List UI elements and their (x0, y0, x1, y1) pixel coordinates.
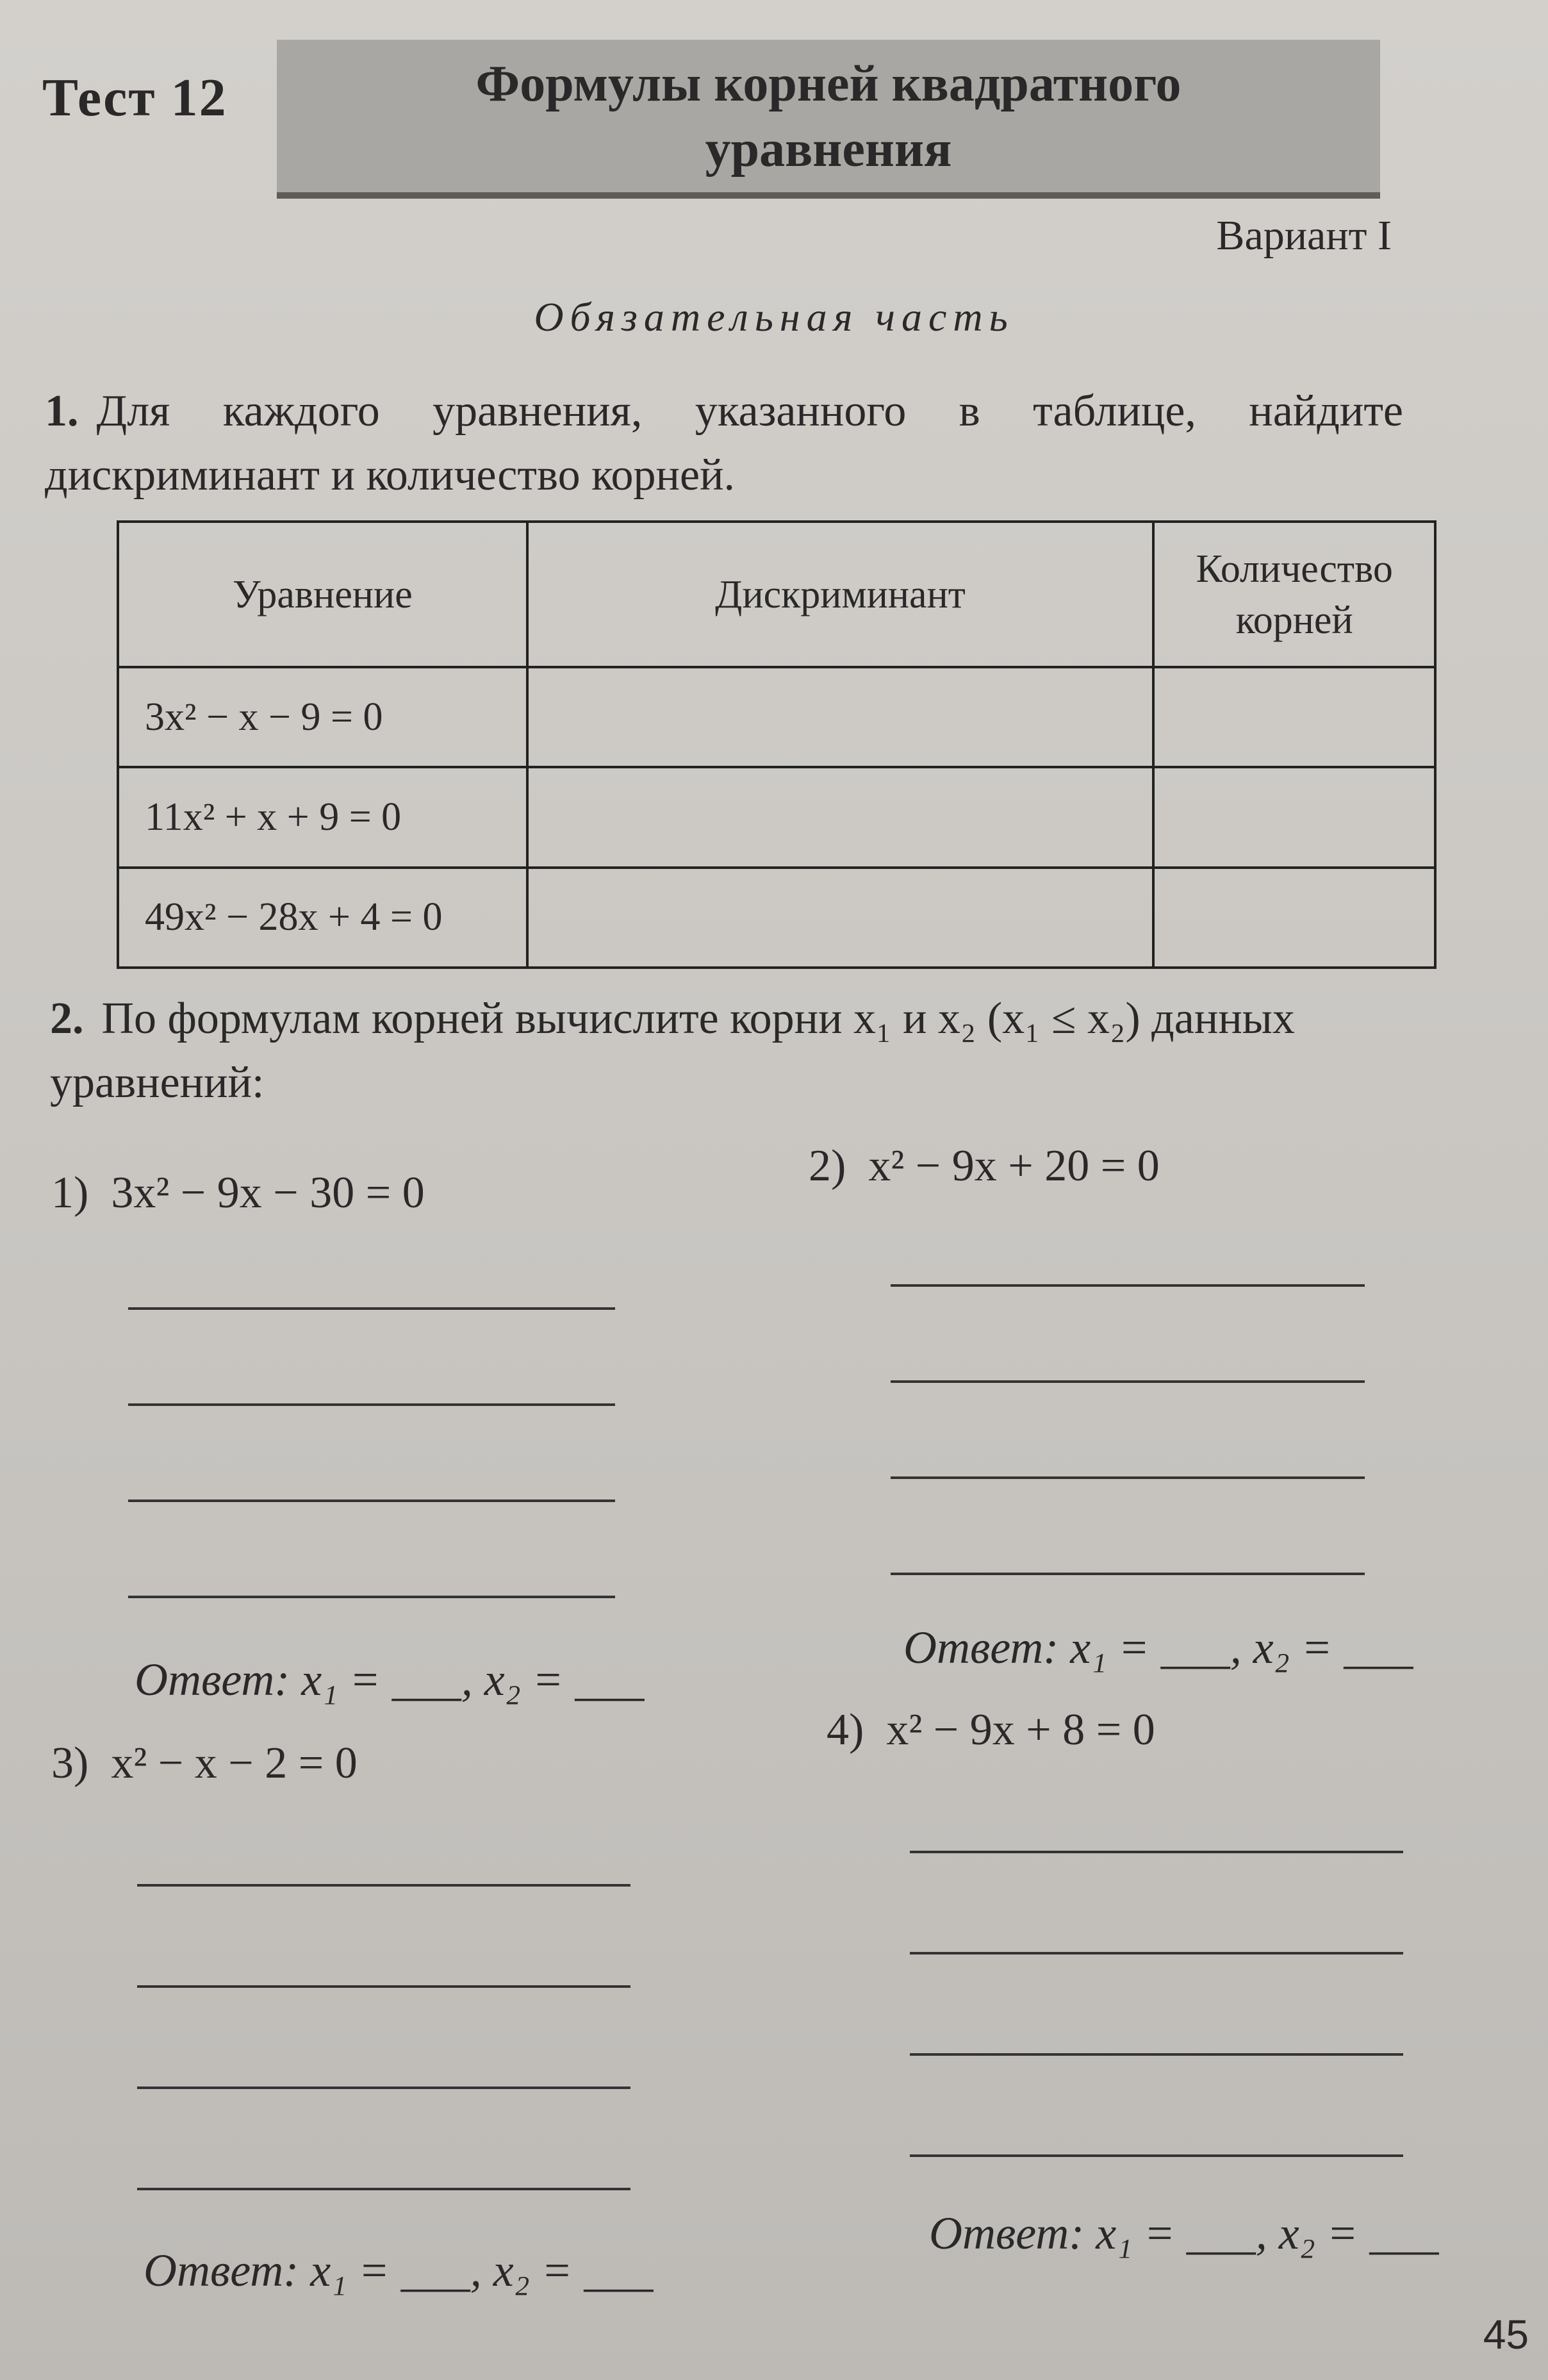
table-header-row (118, 522, 1435, 667)
problem-1-equation: 3x² − 9x − 30 = 0 (111, 1168, 425, 1218)
table-row (118, 767, 1435, 867)
answer-line[interactable] (910, 2053, 1403, 2056)
task-2-number: 2. (50, 994, 84, 1043)
task-1-text: Для каждого уравнения, указанного в таблице, найдите дискриминант и количество корней. (45, 386, 1403, 500)
answer-line[interactable] (128, 1500, 615, 1502)
table-row (118, 667, 1435, 767)
equation-cell: 11x² + x + 9 = 0 (118, 767, 527, 867)
task-1 (45, 379, 1403, 508)
title-line-2: уравнения (705, 121, 952, 178)
problem-1 (51, 1168, 425, 1219)
roots-count-cell[interactable] (1153, 767, 1435, 867)
problem-4-equation: x² − 9x + 8 = 0 (886, 1705, 1155, 1755)
answer-line[interactable] (137, 2188, 630, 2190)
discriminant-cell[interactable] (527, 767, 1154, 867)
problem-4-answer[interactable]: Ответ: x₁ = ___, x₂ = ___ (929, 2208, 1439, 2259)
answer-line[interactable] (128, 1596, 615, 1598)
equation-cell: 3x² − x − 9 = 0 (118, 667, 527, 767)
title-box (277, 40, 1380, 199)
answer-line[interactable] (910, 1851, 1403, 1853)
col-header-discriminant: Дискриминант (527, 522, 1154, 667)
title-line-1: Формулы корней квадратного (475, 56, 1182, 112)
variant-label: Вариант I (1216, 212, 1392, 259)
problem-3-answer[interactable]: Ответ: x₁ = ___, x₂ = ___ (144, 2245, 654, 2296)
test-label: Тест 12 (42, 68, 227, 128)
roots-count-cell[interactable] (1153, 868, 1435, 968)
discriminant-cell[interactable] (527, 868, 1154, 968)
task-2-text: По формулам корней вычислите корни x₁ и x₂ (x₁ ≤ x₂) данных уравнений: (50, 994, 1295, 1107)
problem-1-label: 1) (51, 1168, 89, 1218)
answer-line[interactable] (891, 1573, 1365, 1575)
answer-line[interactable] (128, 1307, 615, 1310)
answer-line[interactable] (891, 1380, 1365, 1383)
answer-line[interactable] (910, 1952, 1403, 1954)
page-number: 45 (1483, 2311, 1529, 2358)
table-row (118, 868, 1435, 968)
task-2 (50, 987, 1447, 1115)
answer-line[interactable] (137, 2087, 630, 2089)
discriminant-cell[interactable] (527, 667, 1154, 767)
task-1-number: 1. (45, 386, 79, 436)
problem-2-answer[interactable]: Ответ: x₁ = ___, x₂ = ___ (903, 1622, 1413, 1673)
problem-1-answer[interactable]: Ответ: x₁ = ___, x₂ = ___ (135, 1654, 645, 1705)
problem-3-equation: x² − x − 2 = 0 (111, 1739, 358, 1788)
col-header-roots: Количество корней (1153, 522, 1435, 667)
problem-3 (51, 1738, 358, 1789)
col-header-equation: Уравнение (118, 522, 527, 667)
answer-line[interactable] (891, 1476, 1365, 1479)
roots-count-cell[interactable] (1153, 667, 1435, 767)
section-heading: Обязательная часть (534, 294, 1014, 340)
answer-line[interactable] (137, 1884, 630, 1887)
answer-line[interactable] (891, 1284, 1365, 1287)
answer-line[interactable] (910, 2154, 1403, 2157)
problem-3-label: 3) (51, 1739, 89, 1788)
equation-table (117, 520, 1437, 969)
answer-line[interactable] (128, 1403, 615, 1406)
problem-4 (827, 1705, 1155, 1756)
problem-2-equation: x² − 9x + 20 = 0 (868, 1141, 1160, 1191)
equation-cell: 49x² − 28x + 4 = 0 (118, 868, 527, 968)
problem-2 (809, 1141, 1160, 1192)
problem-2-label: 2) (809, 1141, 846, 1191)
answer-line[interactable] (137, 1985, 630, 1988)
problem-4-label: 4) (827, 1705, 864, 1755)
